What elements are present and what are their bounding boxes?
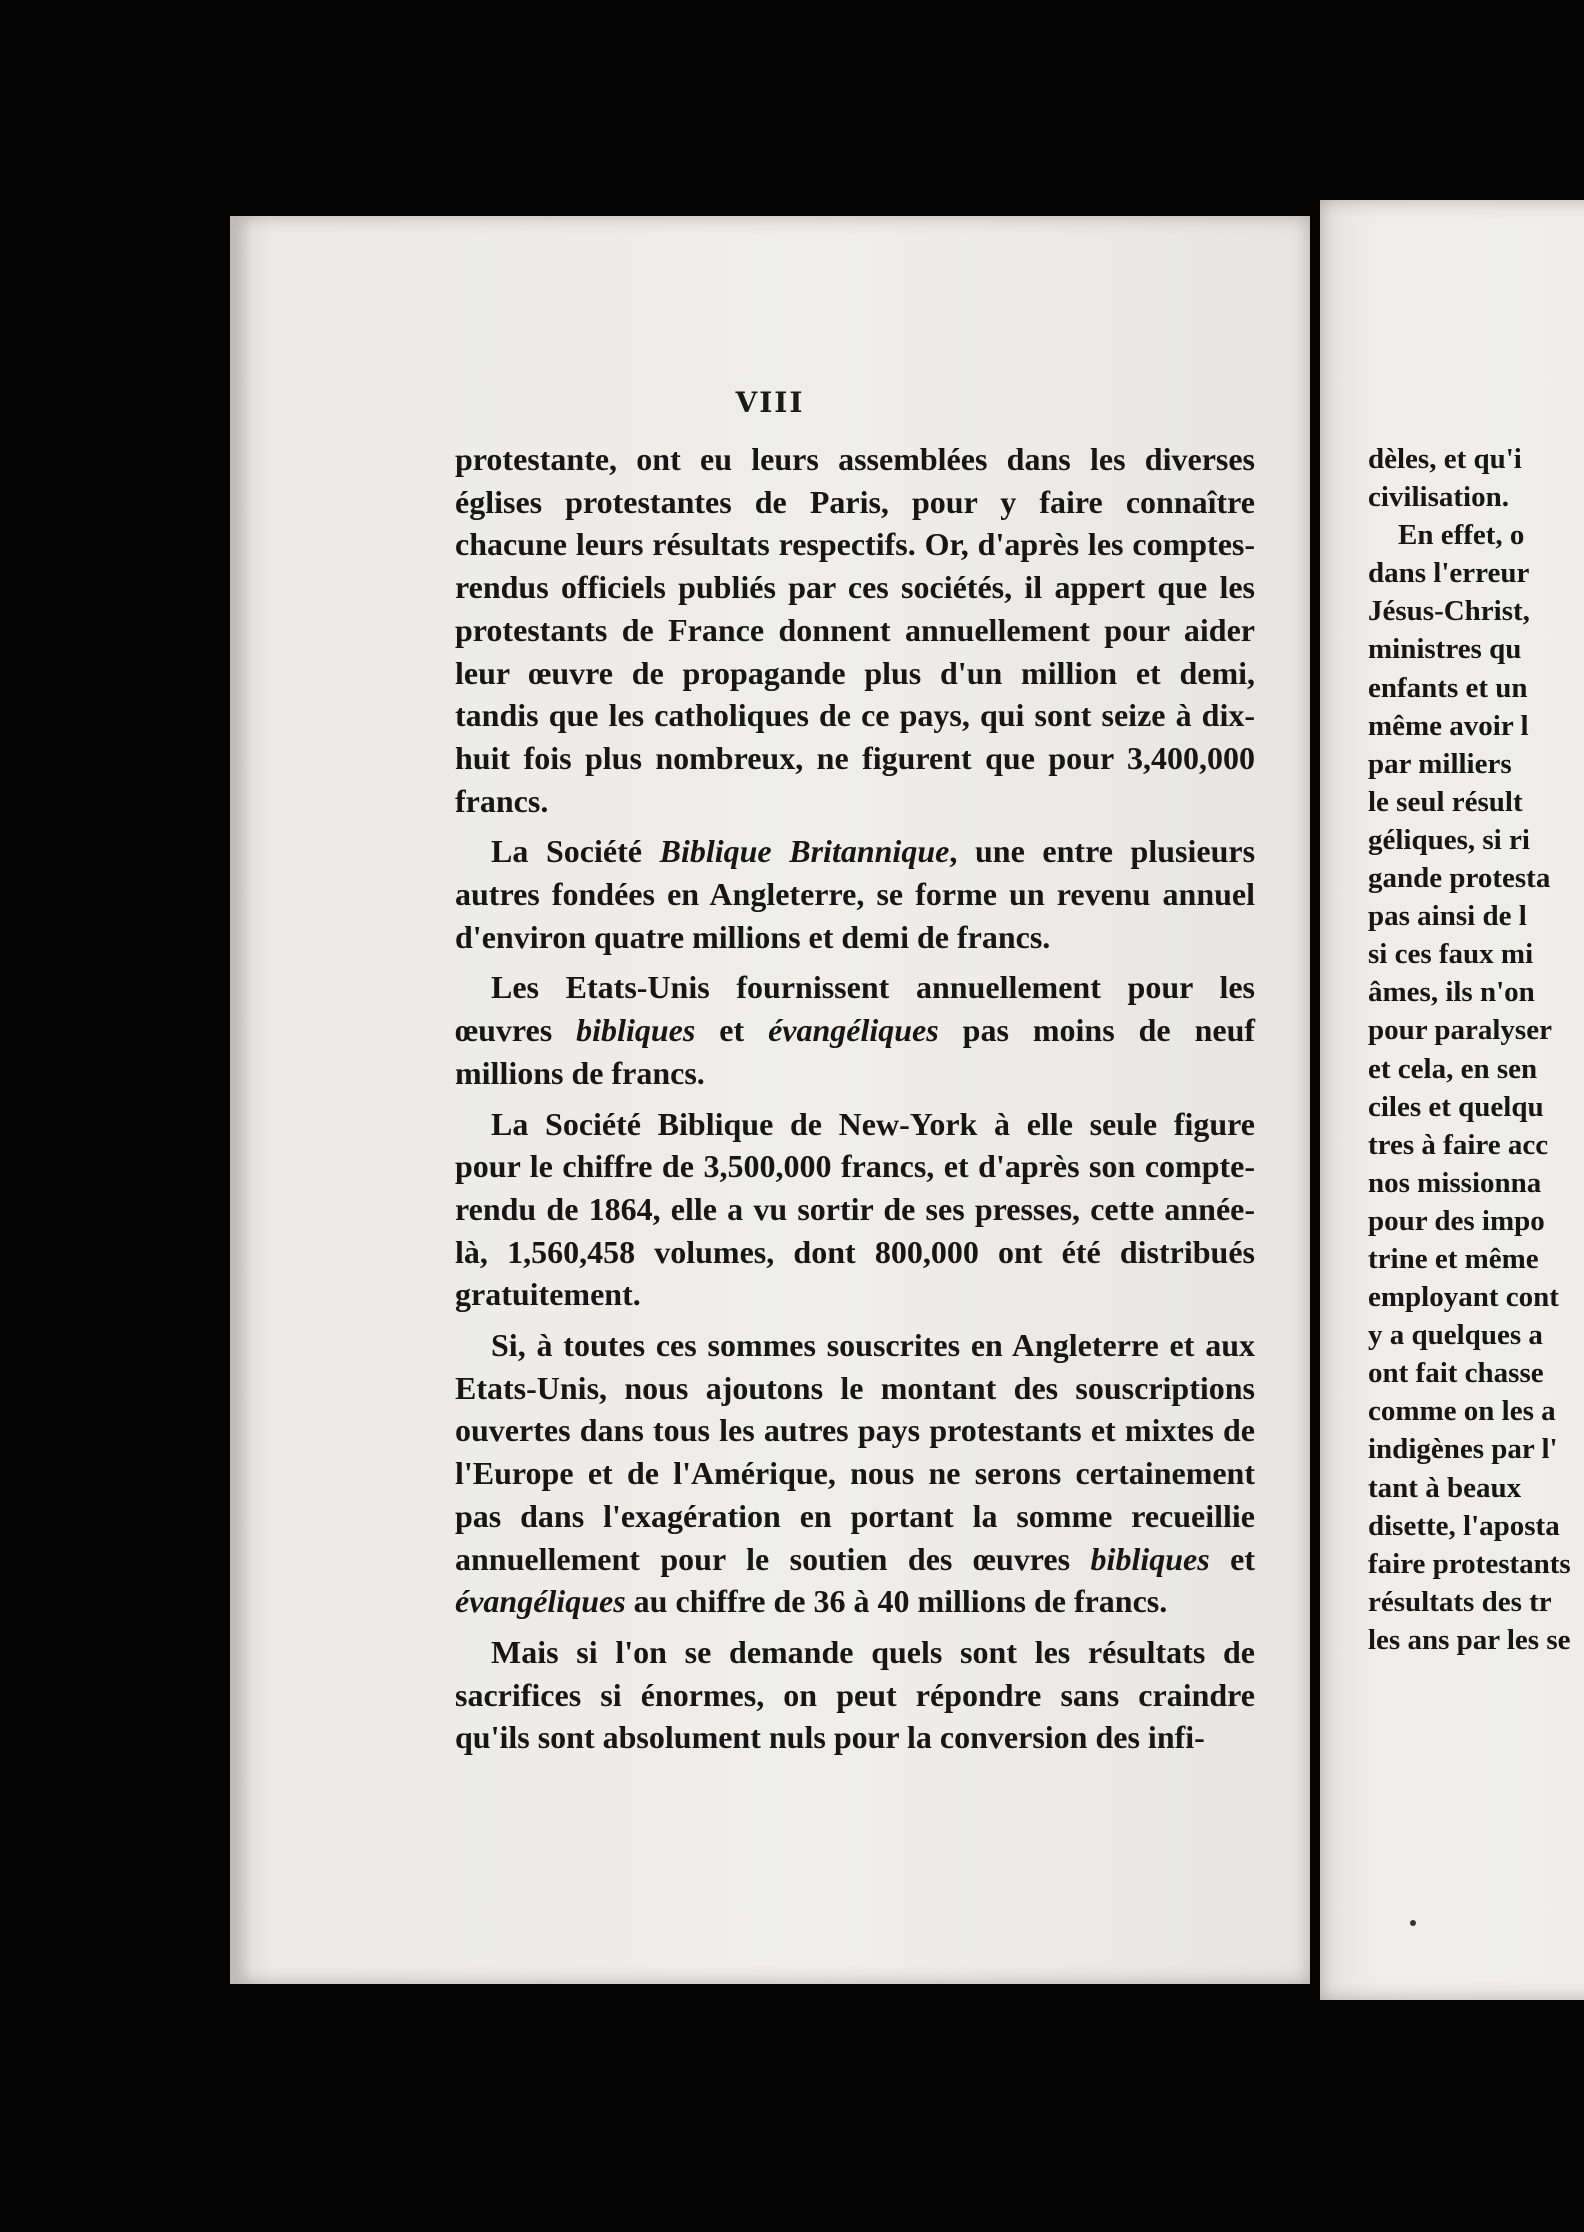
italic-text-run: bibliques [576, 1012, 696, 1049]
text-line: enfants et un [1368, 671, 1528, 704]
paragraph [455, 438, 1255, 822]
text-line: les ans par les se [1368, 1623, 1571, 1656]
text-line: civilisation. [1368, 481, 1509, 514]
text-line: faire protestants [1368, 1547, 1571, 1580]
text-line: y a quelques a [1368, 1319, 1543, 1352]
text-line: indigènes par l' [1368, 1433, 1558, 1466]
text-run: Les Etats-Unis fournissent annuellement pour les œuvres [455, 969, 1255, 1049]
text-line: disette, l'aposta [1368, 1509, 1560, 1542]
text-line: résultats des tr [1368, 1585, 1552, 1618]
text-line: pour paralyser [1368, 1014, 1552, 1047]
text-line: géliques, si ri [1368, 823, 1530, 856]
right-page [1320, 200, 1584, 2000]
text-run: pas moins de neuf millions de francs. [455, 1012, 1256, 1091]
text-line: tant à beaux [1368, 1471, 1522, 1504]
paragraph [455, 1103, 1255, 1317]
text-line: employant cont [1368, 1281, 1559, 1314]
text-line: si ces faux mi [1368, 938, 1534, 971]
text-run: Mais si l'on se demande quels sont les résultats de sacrifices si énormes, on peut répondre sans craindre qu'ils sont absolument nuls pour la conversion des infi- [455, 1633, 1255, 1756]
text-run: et [1209, 1540, 1256, 1577]
text-line: comme on les a [1368, 1395, 1556, 1428]
text-run: , une entre plusieurs autres fondées en Angleterre, se forme un revenu annuel d'environ quatre millions et demi de francs. [455, 833, 1256, 955]
text-line: le seul résult [1368, 785, 1523, 818]
ink-speck [1410, 1920, 1416, 1926]
text-line: En effet, o [1398, 519, 1525, 552]
paragraph [455, 966, 1255, 1094]
text-line: âmes, ils n'on [1368, 976, 1535, 1009]
text-run: au chiffre de 36 à 40 millions de francs. [625, 1583, 1168, 1620]
text-run: La Société [491, 833, 660, 870]
paragraph [455, 830, 1255, 958]
text-line: trine et même [1368, 1242, 1539, 1275]
text-line: ministres qu [1368, 633, 1522, 666]
text-line: nos missionna [1368, 1166, 1542, 1199]
text-line: ont fait chasse [1368, 1357, 1544, 1390]
text-line: par milliers [1368, 747, 1512, 780]
text-line: Jésus-Christ, [1368, 595, 1530, 628]
text-run: et [695, 1012, 769, 1049]
text-run: La Société Biblique de New-York à elle seule figure pour le chiffre de 3,500,000 francs, et d'après son compte-rendu de 1864, elle a vu sortir de ses presses, cette année-là, 1,560,458 volumes, dont 800,000 ont été distribués gratuitement. [455, 1105, 1255, 1313]
text-line: dèles, et qu'i [1368, 443, 1522, 475]
text-line: pas ainsi de l [1368, 900, 1527, 933]
text-run: protestante, ont eu leurs assemblées dans les diverses églises protestantes de Paris, pour y faire connaître chacune leurs résultats respectifs. Or, d'après les comptes-rendus officiels publiés par ces sociétés, il appert que les protestants de France donnent annuellement pour aider leur œuvre de propagande plus d'un million et demi, tandis que les catholiques de ce pays, qui sont seize à dix-huit fois plus nombreux, ne figurent que pour 3,400,000 francs. [455, 441, 1255, 819]
italic-text-run: évangéliques [455, 1583, 626, 1620]
italic-text-run: Biblique Britannique [659, 833, 950, 870]
italic-text-run: évangéliques [768, 1012, 939, 1049]
paragraph [455, 1324, 1255, 1623]
left-page-body [455, 438, 1255, 1767]
text-line: pour des impo [1368, 1204, 1545, 1237]
italic-text-run: bibliques [1090, 1540, 1210, 1577]
right-page-body [1368, 440, 1584, 1659]
left-page [230, 216, 1310, 1984]
page-number-header: VIII [735, 386, 805, 419]
text-run: Si, à toutes ces sommes souscrites en Angleterre et aux Etats-Unis, nous ajoutons le montant des souscriptions ouvertes dans tous les autres pays protestants et mixtes de l'Europe et de l'Amérique, nous ne serons certainement pas dans l'exagération en portant la somme recueillie annuellement pour le soutien des œuvres [455, 1327, 1255, 1577]
text-line: tres à faire acc [1368, 1128, 1549, 1161]
text-line: même avoir l [1368, 709, 1529, 742]
text-line: et cela, en sen [1368, 1052, 1538, 1085]
paragraph [455, 1631, 1255, 1759]
text-line: ciles et quelqu [1368, 1090, 1544, 1123]
text-line: dans l'erreur [1368, 557, 1530, 590]
text-line: gande protesta [1368, 862, 1551, 895]
